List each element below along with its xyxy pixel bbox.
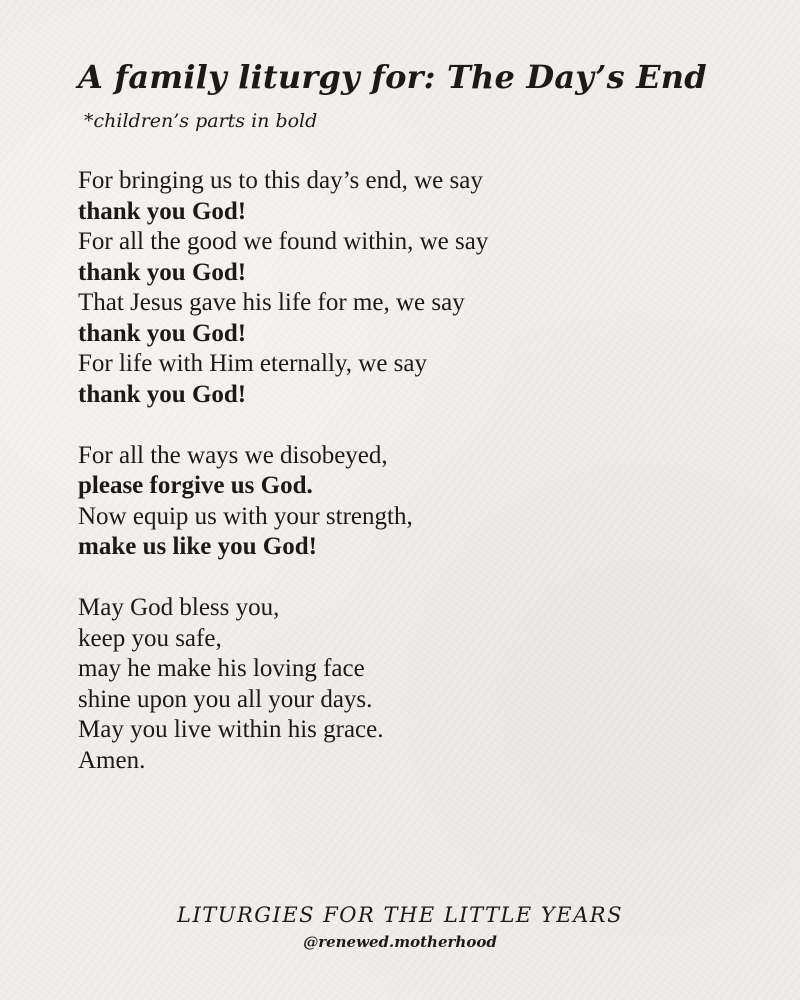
leader-line: For bringing us to this day’s end, we say (78, 167, 483, 194)
stanza-gap (78, 410, 738, 441)
children-response: make us like you God! (78, 533, 317, 560)
children-response: please forgive us God. (78, 472, 313, 499)
blessing-line: shine upon you all your days. (78, 685, 373, 713)
amen-line: Amen. (78, 746, 146, 774)
page-subtitle: *children’s parts in bold (84, 110, 318, 132)
leader-line: For all the good we found within, we say (78, 228, 489, 255)
children-response: thank you God! (78, 197, 247, 225)
blessing-line: May you live within his grace. (78, 716, 384, 743)
leader-line: That Jesus gave his life for me, we say (78, 289, 465, 316)
stanza-blessing (78, 593, 738, 776)
leader-line: For life with Him eternally, we say (78, 350, 427, 377)
liturgy-text (78, 166, 738, 776)
blessing-line: May God bless you, (78, 594, 280, 621)
leader-line: Now equip us with your strength, (78, 502, 413, 530)
leader-line: For all the ways we disobeyed, (78, 441, 388, 469)
social-handle: @renewed.motherhood (303, 933, 497, 951)
children-response: thank you God! (78, 258, 247, 286)
stanza-gap (78, 563, 738, 594)
blessing-line: may he make his loving face (78, 655, 365, 682)
children-response: thank you God! (78, 380, 247, 408)
blessing-line: keep you safe, (78, 624, 222, 652)
children-response: thank you God! (78, 319, 247, 347)
stanza-thanks (78, 166, 738, 410)
stanza-forgiveness (78, 441, 738, 563)
page-title: A family liturgy for: The Day’s End (78, 58, 707, 96)
series-title: LITURGIES FOR THE LITTLE YEARS (177, 903, 623, 927)
